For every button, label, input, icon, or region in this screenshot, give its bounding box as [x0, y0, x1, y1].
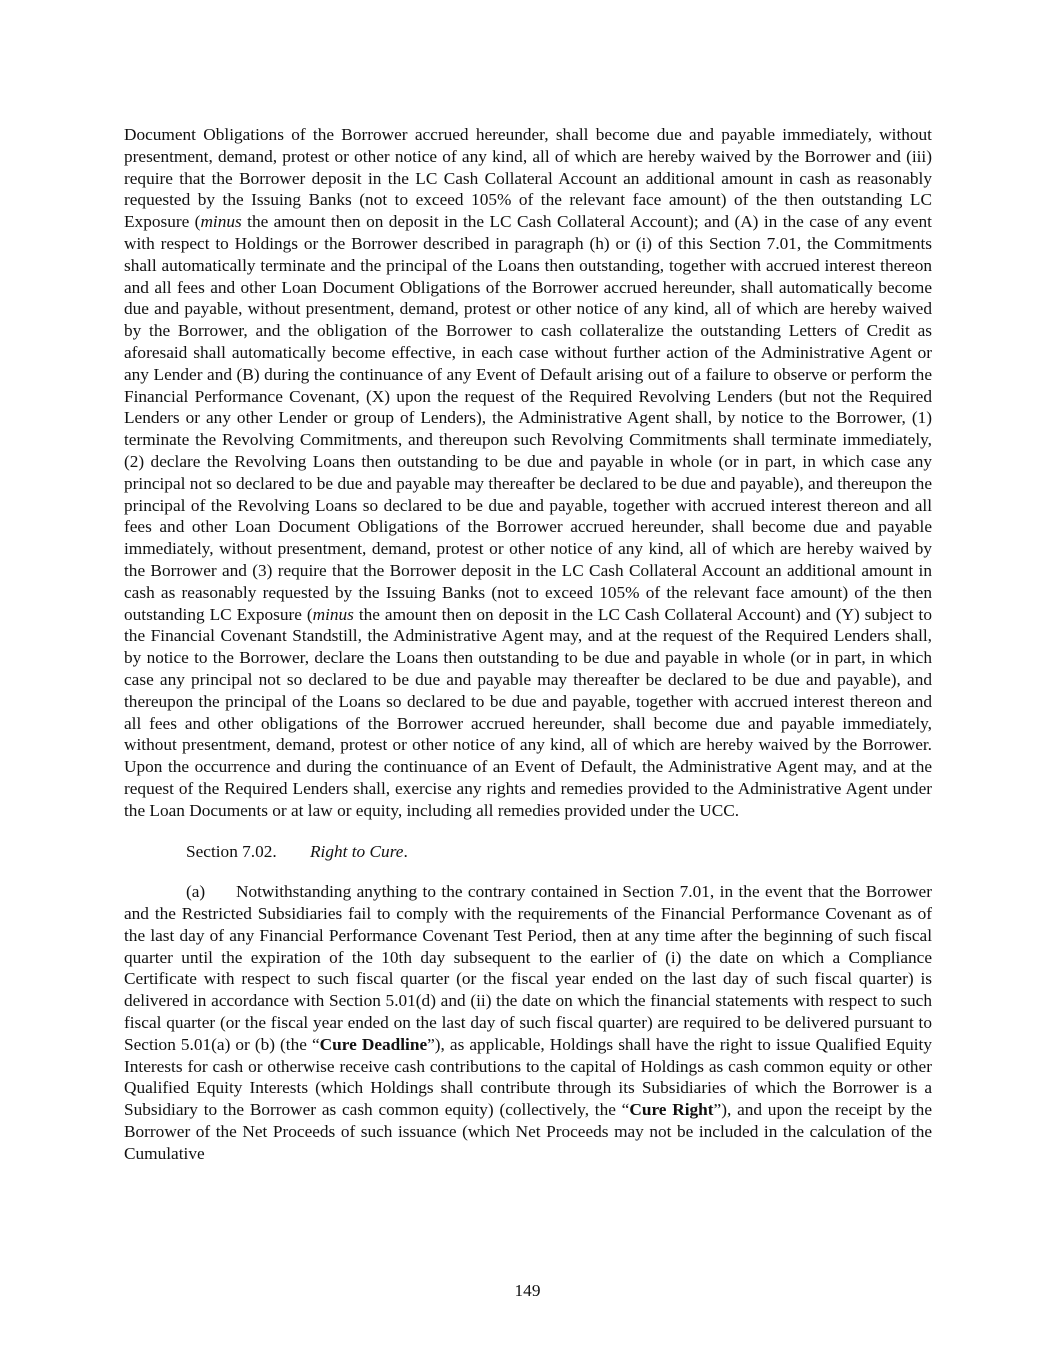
- defined-term: Cure Deadline: [319, 1034, 428, 1054]
- document-page: [124, 124, 932, 1165]
- section-number: Section 7.02.: [186, 841, 277, 861]
- paragraph-text: ”), and upon the receipt by the Borrower of the Net Proceeds of such issuance (which Net Proceeds may not be included in the calculation of the Cumulative: [124, 1100, 932, 1163]
- subsection-label: (a): [186, 882, 206, 902]
- paragraph-text: Document Obligations of the Borrower accrued hereunder, shall become due and payable immediately, without presentment, demand, protest or other notice of any kind, all of which are hereby waived by the Borrower and (iii) require that the Borrower deposit in the LC Cash Collateral Account an additional amount in cash as reasonably requested by the Issuing Banks (not to exceed 105% of the relevant face amount) of the then outstanding LC Exposure (: [124, 125, 932, 232]
- section-title-period: .: [403, 841, 408, 861]
- paragraph-text: the amount then on deposit in the LC Cash Collateral Account) and (Y) subject to the Financial Covenant Standstill, the Administrative Agent may, and at the request of the Required Lenders shall, by notice to the Borrower, declare the Loans then outstanding to be due and payable in whole (or in part, in which case any principal not so declared to be due and payable may thereafter be declared to be due and payable), and thereupon the principal of the Loans so declared to be due and payable, together with accrued interest thereon and all fees and other obligations of the Borrower accrued hereunder, shall become due and payable immediately, without presentment, demand, protest or other notice of any kind, all of which are hereby waived by the Borrower. Upon the occurrence and during the continuance of an Event of Default, the Administrative Agent may, and at the request of the Required Lenders shall, exercise any rights and remedies provided to the Administrative Agent under the Loan Documents or at law or equity, including all remedies provided under the UCC.: [124, 604, 932, 820]
- paragraph-text: Notwithstanding anything to the contrary contained in Section 7.01, in the event that the Borrower and the Restricted Subsidiaries fail to comply with the requirements of the Financial Performance Covenant as of the last day of any Financial Performance Covenant Test Period, then at any time after the beginning of such fiscal quarter until the expiration of the 10th day subsequent to the earlier of (i) the date on which a Compliance Certificate with respect to such fiscal quarter (or the fiscal year ended on the last day of such fiscal quarter) is delivered in accordance with Section 5.01(d) and (ii) the date on which the financial statements with respect to such fiscal quarter (or the fiscal year ended on the last day of such fiscal quarter) are required to be delivered pursuant to Section 5.01(a) or (b) (the “: [124, 882, 932, 1054]
- italic-term: minus: [312, 604, 354, 624]
- paragraph-text: ”), as applicable, Holdings shall have the right to issue Qualified Equity Interests for cash or otherwise receive cash contributions to the capital of Holdings as cash common equity or other Qualified Equity Interests (which Holdings shall contribute through its Subsidiaries of which the Borrower is a Subsidiary to the Borrower as cash common equity) (collectively, the “: [124, 1034, 932, 1120]
- subsection-paragraph: [124, 881, 932, 1164]
- body-paragraph: [124, 124, 932, 822]
- section-title: Right to Cure: [310, 841, 404, 861]
- section-heading: [124, 841, 932, 863]
- defined-term: Cure Right: [629, 1100, 714, 1120]
- paragraph-text: the amount then on deposit in the LC Cash Collateral Account); and (A) in the case of any event with respect to Holdings or the Borrower described in paragraph (h) or (i) of this Section 7.01, the Commitments shall automatically terminate and the principal of the Loans then outstanding, together with accrued interest thereon and all fees and other Loan Document Obligations of the Borrower accrued hereunder, shall automatically become due and payable, without presentment, demand, protest or other notice of any kind, all of which are hereby waived by the Borrower, and the obligation of the Borrower to cash collateralize the outstanding Letters of Credit as aforesaid shall automatically become effective, in each case without further action of the Administrative Agent or any Lender and (B) during the continuance of any Event of Default arising out of a failure to observe or perform the Financial Performance Covenant, (X) upon the request of the Required Revolving Lenders (but not the Required Lenders or any other Lender or group of Lenders), the Administrative Agent shall, by notice to the Borrower, (1) terminate the Revolving Commitments, and thereupon such Revolving Commitments shall terminate immediately, (2) declare the Revolving Loans then outstanding to be due and payable in whole (or in part, in which case any principal not so declared to be due and payable may thereafter be declared to be due and payable), and thereupon the principal of the Revolving Loans so declared to be due and payable, together with accrued interest thereon and all fees and other Loan Document Obligations of the Borrower accrued hereunder, shall become due and payable immediately, without presentment, demand, protest or other notice of any kind, all of which are hereby waived by the Borrower and (3) require that the Borrower deposit in the LC Cash Collateral Account an additional amount in cash as reasonably requested by the Issuing Banks (not to exceed 105% of the relevant face amount) of the then outstanding LC Exposure (: [124, 212, 932, 624]
- page-number: 149: [514, 1281, 541, 1300]
- italic-term: minus: [200, 212, 242, 232]
